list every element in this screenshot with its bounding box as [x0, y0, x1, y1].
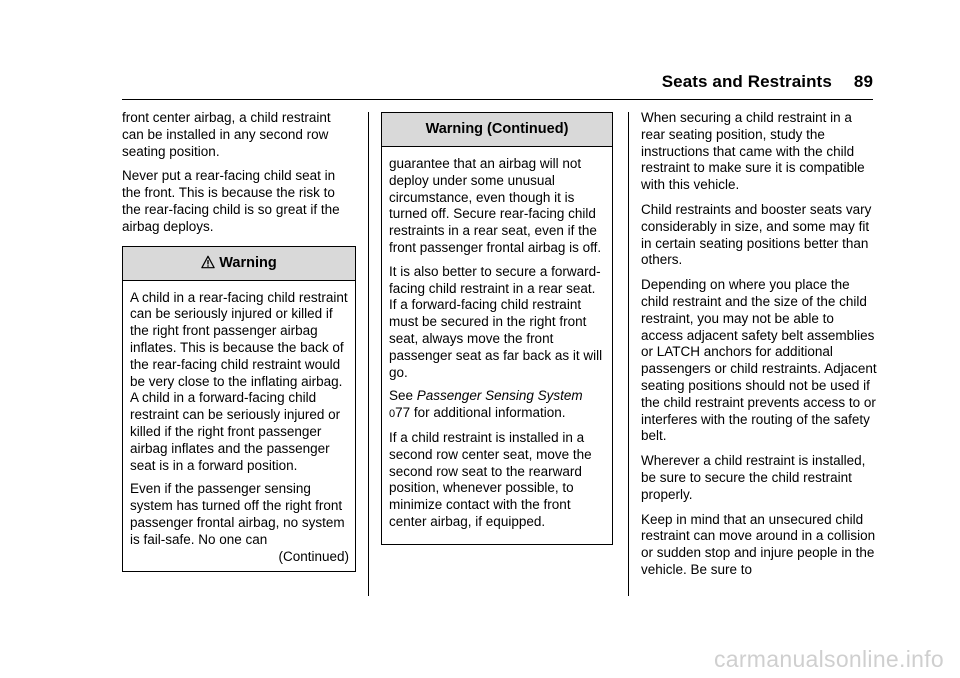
- page-header: [0, 72, 873, 92]
- warning-box-continued: [381, 112, 613, 545]
- continued-label: (Continued): [278, 548, 349, 564]
- warning-title: [123, 247, 355, 281]
- xref-prefix: See: [389, 388, 417, 404]
- warning-body: [123, 281, 355, 572]
- page-number: 89: [853, 72, 873, 91]
- warning-body: [382, 147, 612, 544]
- xref-suffix: 77 for additional information.: [395, 405, 566, 421]
- column-2: [381, 110, 613, 545]
- xref-link[interactable]: Passenger Sensing System: [416, 388, 583, 404]
- warning-paragraph: guarantee that an airbag will not deploy under some unusual circumstance, even though it is turned off. Secure rear-facing child restraints in a rear seat, even if the front passenger frontal airbag is off.: [389, 156, 602, 255]
- section-title: Seats and Restraints: [661, 72, 832, 91]
- column-divider-2: [628, 112, 629, 596]
- warning-paragraph: A child in a rear-facing child restraint can be seriously injured or killed if the right front passenger airbag inflates. This is because the back of the rear-facing child restraint would be very close to the inflating airbag. A child in a forward-facing child restraint can be seriously injured or killed if the right front passenger airbag inflates and the passenger seat is in a forward position.: [130, 289, 348, 473]
- column-divider-1: [368, 112, 369, 596]
- paragraph: Depending on where you place the child restraint and the size of the child restraint, you may not be able to access adjacent safety belt assemblies or LATCH anchors for additional passengers or child restraints. Adjacent seating positions should not be used if the child restraint prevents access to or interferes with the routing of the safety belt.: [641, 277, 877, 444]
- page-ref-mark: 0: [389, 408, 396, 421]
- column-1: [122, 110, 356, 572]
- warning-title: Warning (Continued): [382, 113, 612, 147]
- paragraph: When securing a child restraint in a rear seating position, study the instructions that came with the child restraint to make sure it is compatible with this vehicle.: [641, 110, 865, 193]
- paragraph: Child restraints and booster seats vary considerably in size, and some may fit in certain seating positions better than others.: [641, 201, 872, 268]
- warning-box: [122, 246, 356, 573]
- paragraph: Wherever a child restraint is installed, be sure to secure the child restraint properly.: [641, 453, 866, 502]
- watermark: carmanualsonline.info: [713, 646, 944, 672]
- warning-title-text: Warning: [219, 254, 277, 271]
- warning-triangle-icon: [201, 249, 215, 282]
- column-3: [641, 110, 877, 587]
- warning-paragraph: It is also better to secure a forward-facing child restraint in a rear seat. If a forward-facing child restraint must be secured in the right front seat, always move the front passenger seat as far back as it will go.: [389, 263, 603, 380]
- paragraph: Never put a rear-facing child seat in the front. This is because the risk to the rear-facing child is so great if the airbag deploys.: [122, 168, 340, 234]
- header-rule: [122, 99, 873, 100]
- paragraph: front center airbag, a child restraint can be installed in any second row seating position.: [122, 110, 331, 159]
- warning-paragraph: Even if the passenger sensing system has turned off the right front passenger frontal airbag, no system is fail-safe. No one can: [130, 481, 345, 547]
- warning-paragraph: If a child restraint is installed in a second row center seat, move the second row seat to the rearward position, whenever possible, to minimize contact with the front center airbag, if equipped.: [389, 429, 592, 529]
- paragraph: Keep in mind that an unsecured child restraint can move around in a collision or sudden stop and injure people in the vehicle. Be sure to: [641, 511, 876, 577]
- cross-reference: [389, 388, 606, 423]
